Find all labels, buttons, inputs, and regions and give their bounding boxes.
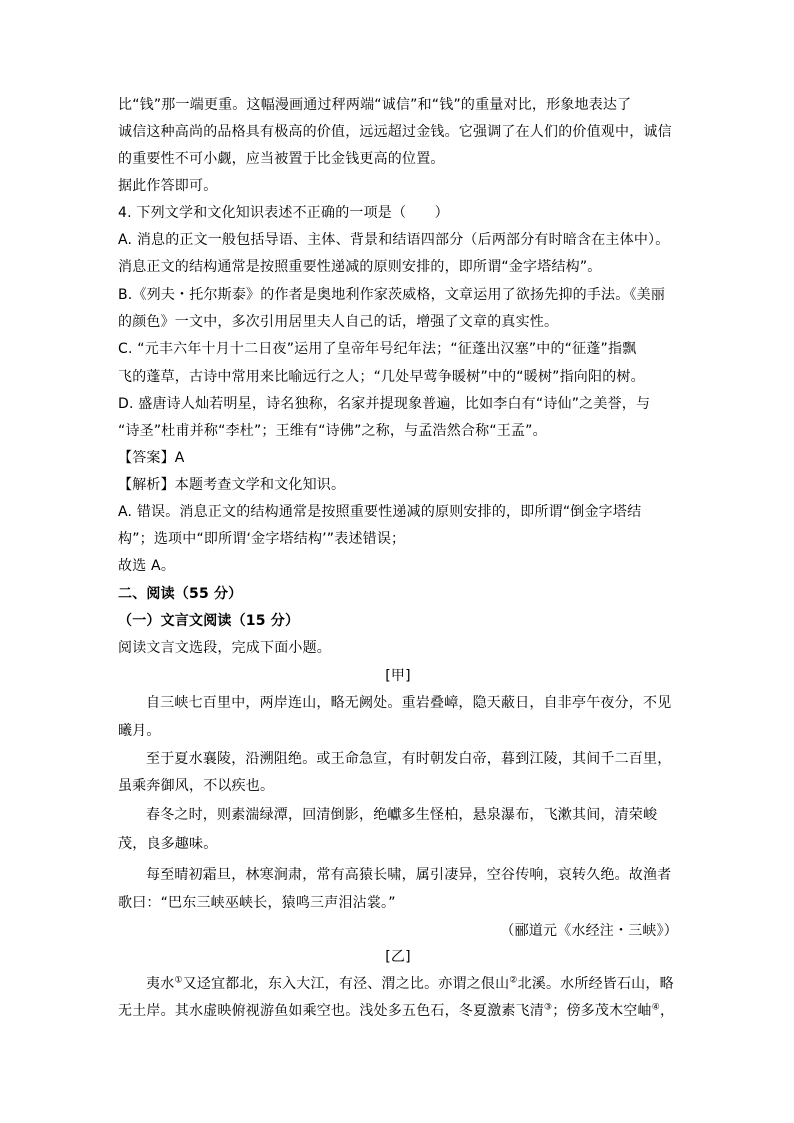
option-d-cont: “诗圣”杜甫并称“李杜”；王维有“诗佛”之称，与孟浩然合称“王孟”。 (118, 423, 547, 439)
passage-jia-label: [甲] (385, 668, 411, 684)
option-a: A. 消息的正文一般包括导语、主体、背景和结语四部分（后两部分有时暗含在主体中）。 (118, 232, 670, 248)
option-c-cont: 飞的蓬草，古诗中常用来比喻远行之人；“几处早莺争暖树”中的“暖树”指向阳的树。 (118, 369, 645, 385)
footnote-marker: ③ (544, 1002, 553, 1013)
analysis-text: 构”；选项中“即所谓‘金字塔结构’”表述错误； (118, 531, 406, 547)
option-b-cont: 的颜色》一文中，多次引用居里夫人自己的话，增强了文章的真实性。 (118, 314, 559, 330)
instruction: 阅读文言文选段，完成下面小题。 (118, 640, 331, 656)
option-c: C. “元丰六年十月十二日夜”运用了皇帝年号纪年法；“征蓬出汉塞”中的“征蓬”指飘 (118, 341, 637, 357)
question-4-stem: 4. 下列文学和文化知识表述不正确的一项是（ ） (118, 205, 449, 221)
analysis-line: 【解析】本题考查文学和文化知识。 (118, 477, 346, 493)
answer-line: 【答案】A (118, 450, 185, 466)
footnote-marker: ④ (651, 1002, 660, 1013)
passage-jia-text: 茂，良多趣味。 (118, 836, 218, 852)
section-heading: 二、阅读（55 分） (118, 586, 243, 602)
passage-jia-text: 至于夏水襄陵，沿溯阻绝。或王命急宣，有时朝发白帝，暮到江陵，其间千二百里， (146, 751, 672, 767)
passage-yi-label: [乙] (385, 949, 411, 965)
analysis-conclusion: 故选 A。 (118, 558, 176, 574)
passage-jia-text: 自三峡七百里中，两岸连山，略无阙处。重岩叠嶂，隐天蔽日，自非亭午夜分，不见 (146, 695, 672, 711)
passage-yi-text: 无土岸。其水虚映俯视游鱼如乘空也。浅处多五色石，冬夏激素飞清③；傍多茂木空岫④， (118, 1002, 675, 1019)
subsection-heading: （一）文言文阅读（15 分） (118, 613, 300, 629)
analysis-text: A. 错误。消息正文的结构通常是按照重要性递减的原则安排的，即所谓“倒金字塔结 (118, 504, 642, 520)
option-a-cont: 消息正文的结构通常是按照重要性递减的原则安排的，即所谓“金字塔结构”。 (118, 259, 602, 275)
passage-source: （郦道元《水经注・三峡》） (500, 923, 678, 939)
passage-jia-text: 虽乘奔御风，不以疾也。 (118, 778, 275, 794)
option-b: B.《列夫・托尔斯泰》的作者是奥地利作家茨威格，文章运用了欲扬先抑的手法。《美丽 (118, 287, 666, 303)
option-d: D. 盛唐诗人灿若明星，诗名独称，名家并提现象普遍，比如李白有“诗仙”之美誉，与 (118, 396, 651, 412)
text-line: 比“钱”那一端更重。这幅漫画通过秤两端“诚信”和“钱”的重量对比，形象地表达了 (118, 97, 632, 113)
passage-jia-text: 曦月。 (118, 723, 161, 739)
passage-yi-text: 夷水①又迳宜都北，东入大江，有泾、渭之比。亦谓之佷山②北溪。水所经皆石山，略 (146, 975, 674, 992)
passage-jia-text: 春冬之时，则素湍绿潭，回清倒影，绝巘多生怪柏，悬泉瀑布，飞漱其间，清荣峻 (146, 807, 658, 823)
passage-jia-text: 歌曰：“巴东三峡巫峡长，猿鸣三声泪沾裳。” (118, 895, 396, 911)
text-line: 诚信这种高尚的品格具有极高的价值，远远超过金钱。它强调了在人们的价值观中，诚信 (118, 124, 672, 140)
footnote-marker: ① (174, 975, 183, 986)
text-line: 据此作答即可。 (118, 178, 218, 194)
passage-jia-text: 每至晴初霜旦，林寒涧肃，常有高猿长啸，属引凄异，空谷传响，哀转久绝。故渔者 (146, 867, 672, 883)
footnote-marker: ② (509, 975, 518, 986)
text-line: 的重要性不可小觑，应当被置于比金钱更高的位置。 (118, 151, 445, 167)
